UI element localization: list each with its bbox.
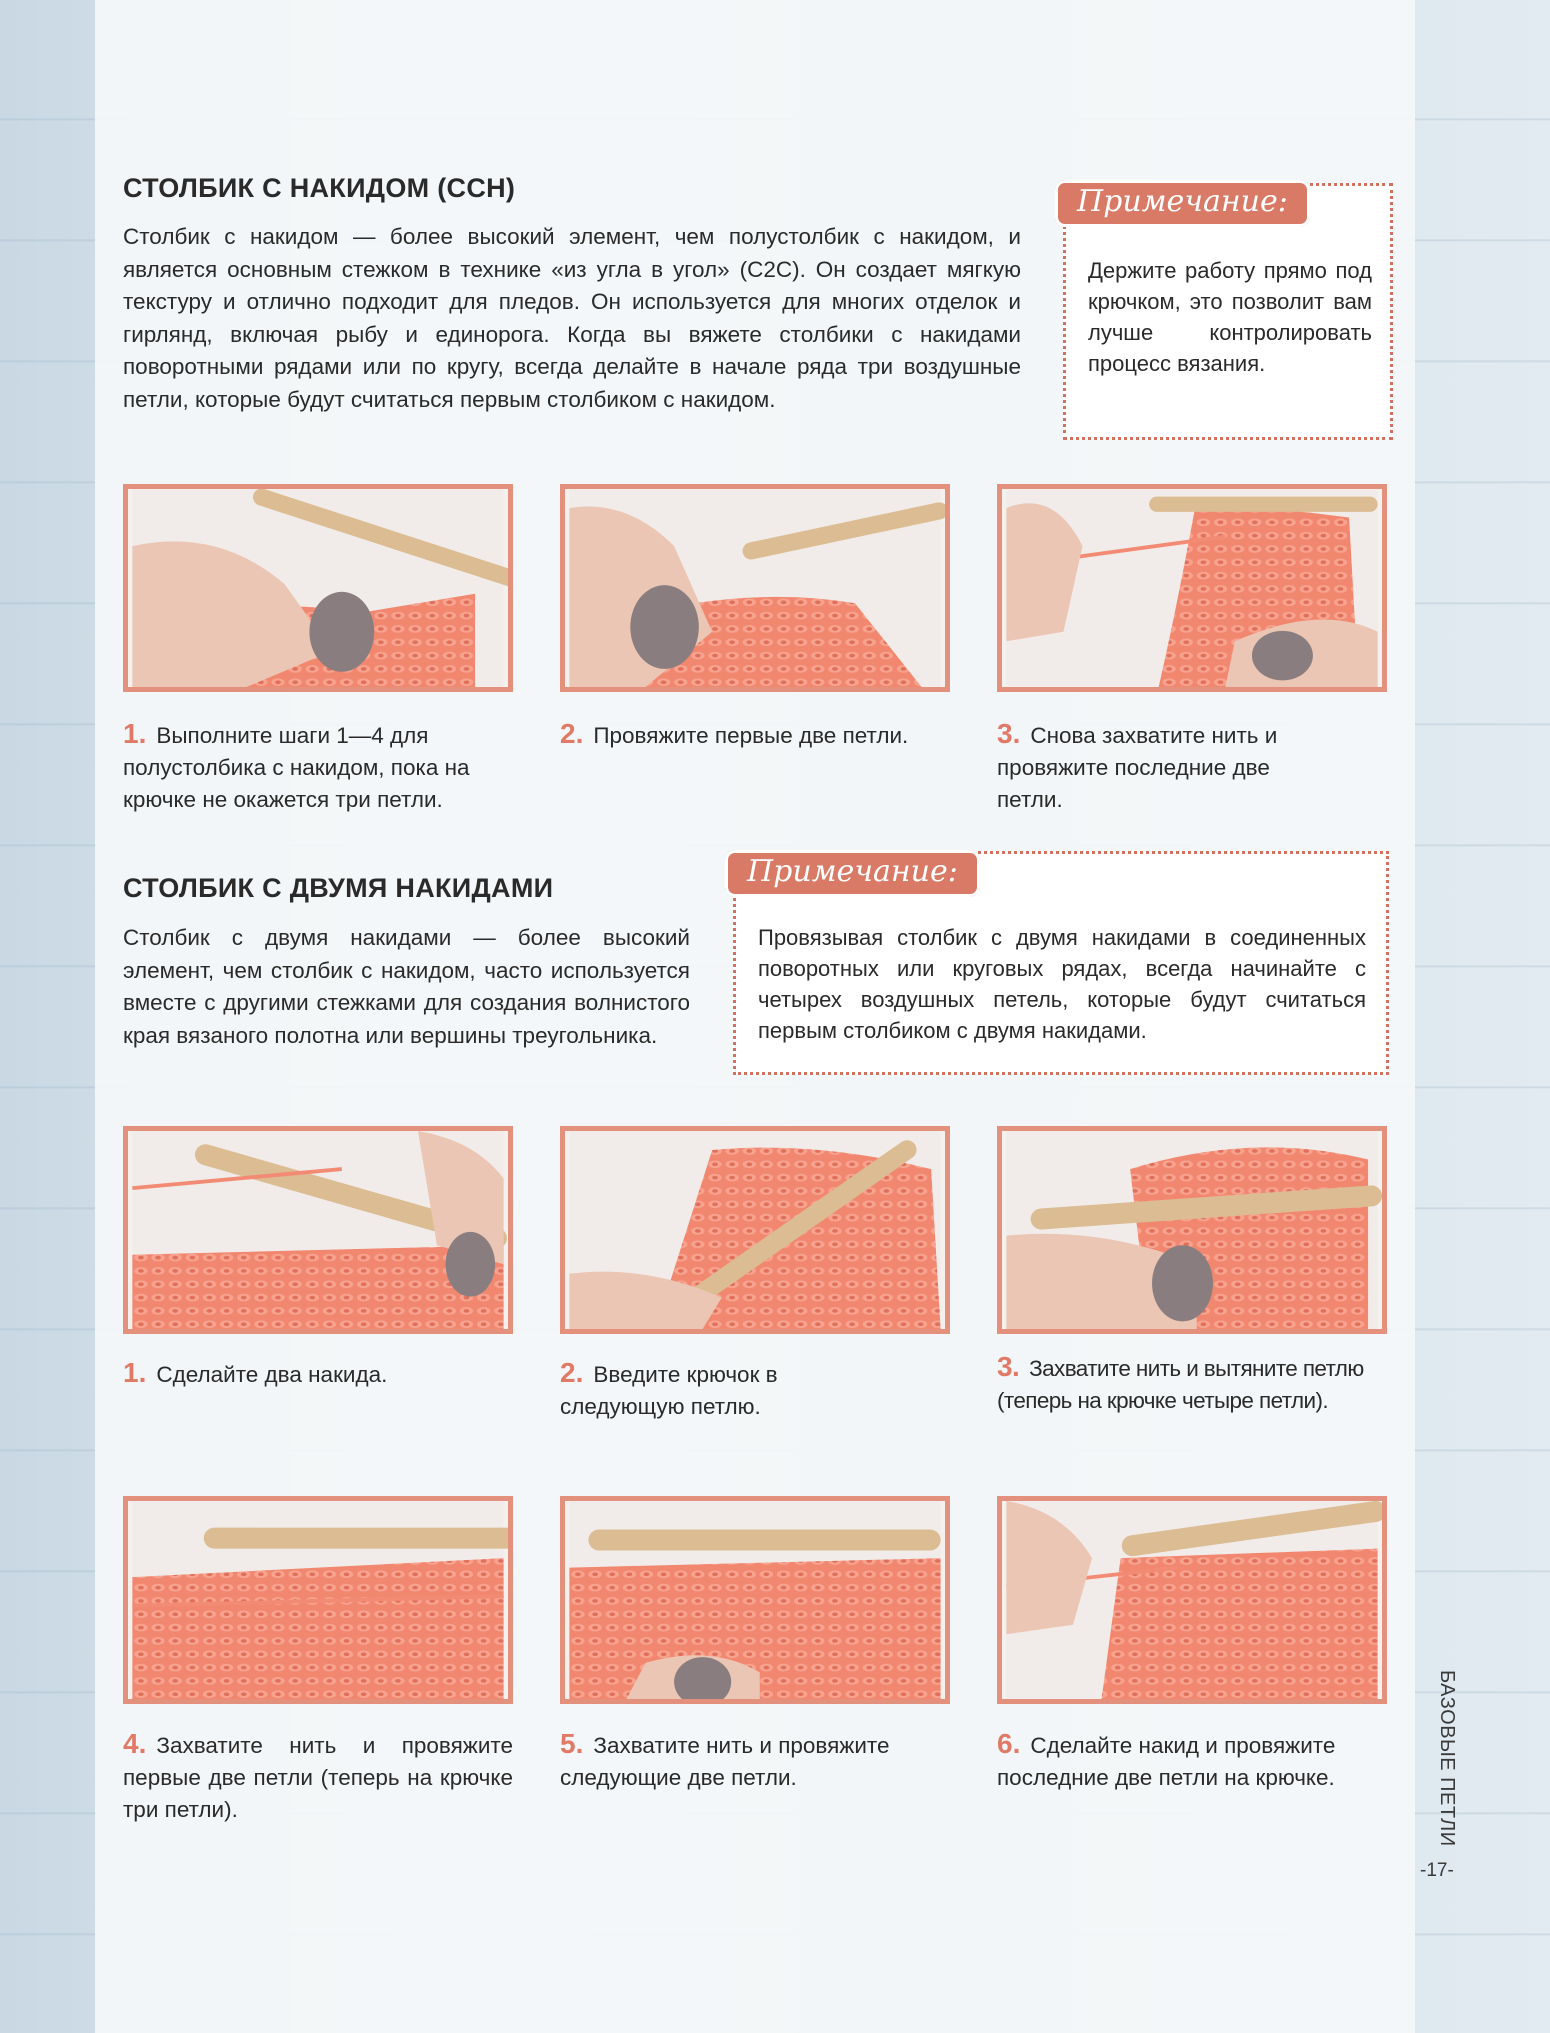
caption-dc-step-1: 1. Выполните шаги 1—4 для полустолбика с накидом, пока на крючке не окажется три петли. [123, 718, 470, 812]
photo-dc-step-3 [997, 484, 1387, 692]
photo-tr-step-5 [560, 1496, 950, 1704]
caption-tr-step-3: 3. Захватите нить и вытяните петлю (теперь на крючке четыре петли). [997, 1351, 1364, 1413]
caption-dc-step-3: 3. Снова захватите нить и провяжите последние две петли. [997, 718, 1278, 812]
note-text-2: Провязывая столбик с двумя накидами в соединенных поворотных или круговых рядах, всегда начинайте с четырех воздушных петель, которые будут считаться первым столбиком с двумя накидами. [758, 925, 1366, 1043]
note-tag-2: Примечание: [725, 850, 980, 897]
caption-tr-step-6: 6. Сделайте накид и провяжите последние две петли на крючке. [997, 1728, 1336, 1790]
section-text-tr: Столбик с двумя накидами — более высокий элемент, чем столбик с накидом, часто используется вместе с другими стежками для создания волнистого края вязаного полотна или вершины треугольника. [123, 925, 690, 1048]
photo-tr-step-4 [123, 1496, 513, 1704]
photo-tr-step-1 [123, 1126, 513, 1334]
side-section-label: БАЗОВЫЕ ПЕТЛИ [1436, 1670, 1458, 1847]
photo-tr-step-6 [997, 1496, 1387, 1704]
note-text-1: Держите работу прямо под крючком, это позволит вам лучше контролировать процесс вязания. [1088, 258, 1372, 376]
photo-dc-step-1 [123, 484, 513, 692]
photo-tr-step-3 [997, 1126, 1387, 1334]
photo-tr-step-2 [560, 1126, 950, 1334]
note-tag-1: Примечание: [1055, 180, 1310, 227]
section-title-dc: СТОЛБИК С НАКИДОМ (ССН) [123, 173, 516, 203]
section-title-tr: СТОЛБИК С ДВУМЯ НАКИДАМИ [123, 873, 554, 903]
caption-tr-step-4: 4. Захватите нить и провяжите первые две петли (теперь на крючке три петли). [123, 1728, 513, 1822]
page-number: -17- [1420, 1860, 1454, 1881]
caption-tr-step-1: 1. Сделайте два накида. [123, 1357, 388, 1388]
caption-tr-step-2: 2. Введите крючок в следующую петлю. [560, 1357, 778, 1419]
caption-tr-step-5: 5. Захватите нить и провяжите следующие две петли. [560, 1728, 890, 1790]
photo-dc-step-2 [560, 484, 950, 692]
section-text-dc: Столбик с накидом — более высокий элемент, чем полустолбик с накидом, и является основным стежком в технике «из угла в угол» (C2C). Он создает мягкую текстуру и отлично подходит для пледов. Он используется для многих отделок и гирлянд, включая рыбу и единорога. Когда вы вяжете столбики с накидами поворотными рядами или по кругу, всегда делайте в начале ряда три воздушные петли, которые будут считаться первым столбиком с накидом. [123, 224, 1021, 412]
caption-dc-step-2: 2. Провяжите первые две петли. [560, 718, 909, 749]
